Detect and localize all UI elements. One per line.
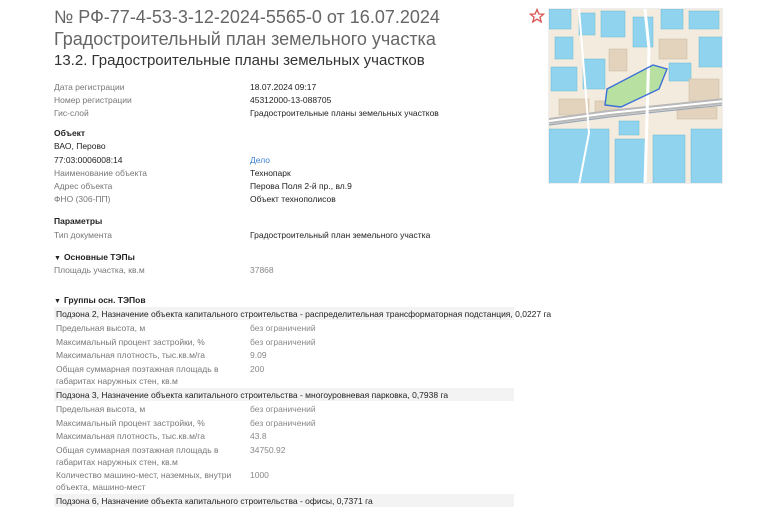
reg-date-label: Дата регистрации (54, 82, 125, 92)
object-name-value: Технопарк (250, 168, 291, 178)
object-name-label: Наименование объекта (54, 168, 147, 178)
case-link[interactable]: Дело (250, 155, 270, 165)
zone-3-density-label: Максимальная плотность, тыс.кв.м/га (56, 431, 205, 441)
doc-type-label: Тип документа (54, 230, 112, 240)
object-fno-value: Объект технополисов (250, 194, 336, 204)
zone-3-percent-value: без ограничений (250, 418, 316, 428)
page-subtitle: Градостроительный план земельного участка (54, 29, 436, 49)
zone-2-area-label-line1: Общая суммарная поэтажная площадь в (56, 364, 219, 374)
zone-3-area-value: 34750.92 (250, 445, 286, 455)
main-tep-toggle[interactable] (54, 252, 135, 262)
zone-3-parking-label-line2: объекта, машино-мест (56, 482, 146, 492)
zone-3-area-label-line1: Общая суммарная поэтажная площадь в (56, 445, 219, 455)
zone-3-title: Подзона 3, Назначение объекта капитального строительства - многоуровневая парковка, 0,7938 га (56, 390, 449, 400)
doc-type-value: Градостроительный план земельного участка (250, 230, 431, 240)
zone-3-height-label: Предельная высота, м (56, 404, 146, 414)
groups-tep-toggle[interactable] (54, 295, 146, 305)
zone-2-area-value: 200 (250, 364, 265, 374)
zone-3-area-label-line2: габаритах наружных стен, кв.м (56, 457, 178, 467)
zone-2-percent-label: Максимальный процент застройки, % (56, 337, 205, 347)
reg-number-value: 45312000-13-088705 (250, 95, 332, 105)
plot-area-value: 37868 (250, 265, 274, 275)
object-cadastral-number: 77:03:0006008:14 (54, 155, 123, 165)
zone-3-height-value: без ограничений (250, 404, 316, 414)
object-fno-label: ФНО (306-ПП) (54, 194, 111, 204)
params-heading: Параметры (54, 216, 103, 226)
zone-6-title: Подзона 6, Назначение объекта капитального строительства - офисы, 0,7371 га (56, 496, 373, 506)
zone-2-title: Подзона 2, Назначение объекта капитального строительства - распределительная трансформаторная подстанция, 0,0227 га (56, 309, 552, 319)
gis-layer-value: Градостроительные планы земельных участков (250, 108, 439, 118)
map-thumbnail[interactable] (548, 8, 723, 184)
zone-2-height-label: Предельная высота, м (56, 323, 146, 333)
object-heading: Объект (54, 128, 86, 138)
favorite-star-icon[interactable] (529, 8, 545, 24)
gis-layer-label: Гис-слой (54, 108, 89, 118)
zone-3-parking-label-line1: Количество машино-мест, наземных, внутри (56, 470, 232, 480)
map-image (549, 9, 723, 184)
zone-2-area-label-line2: габаритах наружных стен, кв.м (56, 376, 178, 386)
reg-number-label: Номер регистрации (54, 95, 132, 105)
category-title: 13.2. Градостроительные планы земельных участков (54, 52, 425, 69)
plot-area-label: Площадь участка, кв.м (54, 265, 145, 275)
zone-3-percent-label: Максимальный процент застройки, % (56, 418, 205, 428)
groups-tep-heading: Группы осн. ТЭПов (63, 295, 146, 305)
object-district: ВАО, Перово (54, 141, 106, 151)
zone-2-density-label: Максимальная плотность, тыс.кв.м/га (56, 350, 205, 360)
collapse-triangle-icon: ▼ (54, 255, 61, 262)
reg-date-value: 18.07.2024 09:17 (250, 82, 317, 92)
zone-2-density-value: 9.09 (250, 350, 267, 360)
object-address-label: Адрес объекта (54, 181, 113, 191)
zone-3-parking-value: 1000 (250, 470, 269, 480)
zone-2-percent-value: без ограничений (250, 337, 316, 347)
page-title: № РФ-77-4-53-3-12-2024-5565-0 от 16.07.2024 (54, 7, 440, 27)
collapse-triangle-icon: ▼ (54, 298, 61, 305)
object-address-value: Перова Поля 2-й пр., вл.9 (250, 181, 352, 191)
zone-3-density-value: 43.8 (250, 431, 267, 441)
zone-2-height-value: без ограничений (250, 323, 316, 333)
main-tep-heading: Основные ТЭПы (63, 252, 135, 262)
